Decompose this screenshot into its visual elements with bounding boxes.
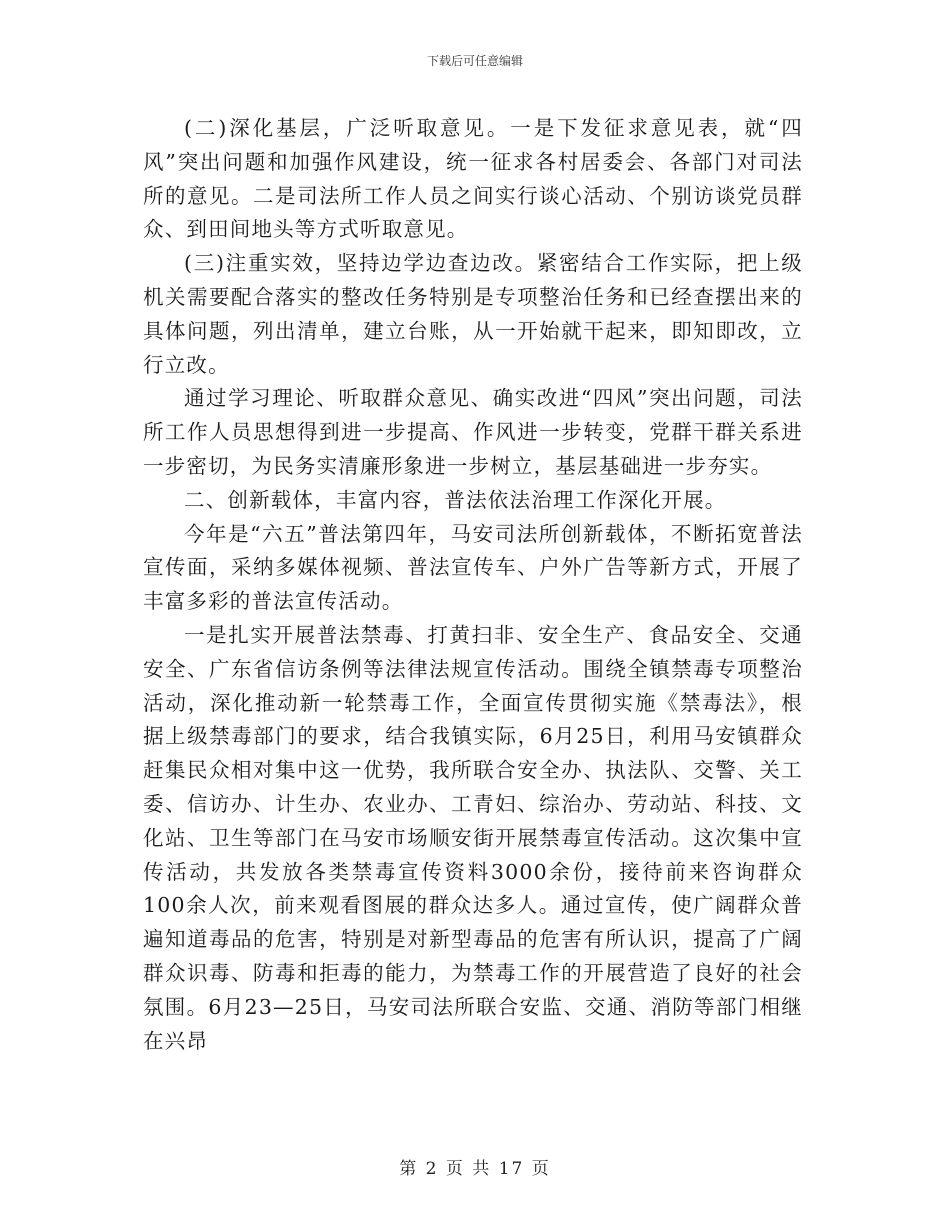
document-body	[143, 112, 803, 1058]
page-number: 第 2 页 共 17 页	[399, 1159, 551, 1179]
paragraph-sixth-five-year: 今年是“六五”普法第四年，马安司法所创新载体，不断拓宽普法宣传面，采纳多媒体视频、普法宣传车、户外广告等新方式，开展了丰富多彩的普法宣传活动。	[143, 521, 803, 614]
paragraph-outcomes: 通过学习理论、听取群众意见、确实改进“四风”突出问题，司法所工作人员思想得到进一步提高、作风进一步转变，党群干群关系进一步密切，为民务实清廉形象进一步树立，基层基础进一步夯实。	[143, 386, 803, 478]
paragraph-deepen-grassroots: (二)深化基层，广泛听取意见。一是下发征求意见表，就“四风”突出问题和加强作风建设，统一征求各村居委会、各部门对司法所的意见。二是司法所工作人员之间实行谈心活动、个别访谈党员群众、到田间地头等方式听取意见。	[143, 116, 803, 242]
page-header: 下载后可任意编辑	[426, 54, 523, 68]
paragraph-anti-drug-campaign: 一是扎实开展普法禁毒、打黄扫非、安全生产、食品安全、交通安全、广东省信访条例等法律法规宣传活动。围绕全镇禁毒专项整治活动，深化推动新一轮禁毒工作，全面宣传贯彻实施《禁毒法》，根据上级禁毒部门的要求，结合我镇实际，6月25日，利用马安镇群众赶集民众相对集中这一优势，我所联合安全办、执法队、交警、关工委、信访办、计生办、农业办、工青妇、综治办、劳动站、科技、文化站、卫生等部门在马安市场顺安街开展禁毒宣传活动。这次集中宣传活动，共发放各类禁毒宣传资料3000余份，接待前来咨询群众100余人次，前来观看图展的群众达多人。通过宣传，使广阔群众普遍知道毒品的危害，特别是对新型毒品的危害有所认识，提高了广阔群众识毒、防毒和拒毒的能力，为禁毒工作的开展营造了良好的社会氛围。6月23—25日，马安司法所联合安监、交通、消防等部门相继在兴昂	[143, 622, 803, 1053]
section-heading-2: 二、创新载体，丰富内容，普法依法治理工作深化开展。	[184, 487, 727, 512]
paragraph-focus-results: (三)注重实效，坚持边学边查边改。紧密结合工作实际，把上级机关需要配合落实的整改任务特别是专项整治任务和已经查摆出来的具体问题，列出清单，建立台账，从一开始就干起来，即知即改，立行立改。	[143, 251, 803, 377]
